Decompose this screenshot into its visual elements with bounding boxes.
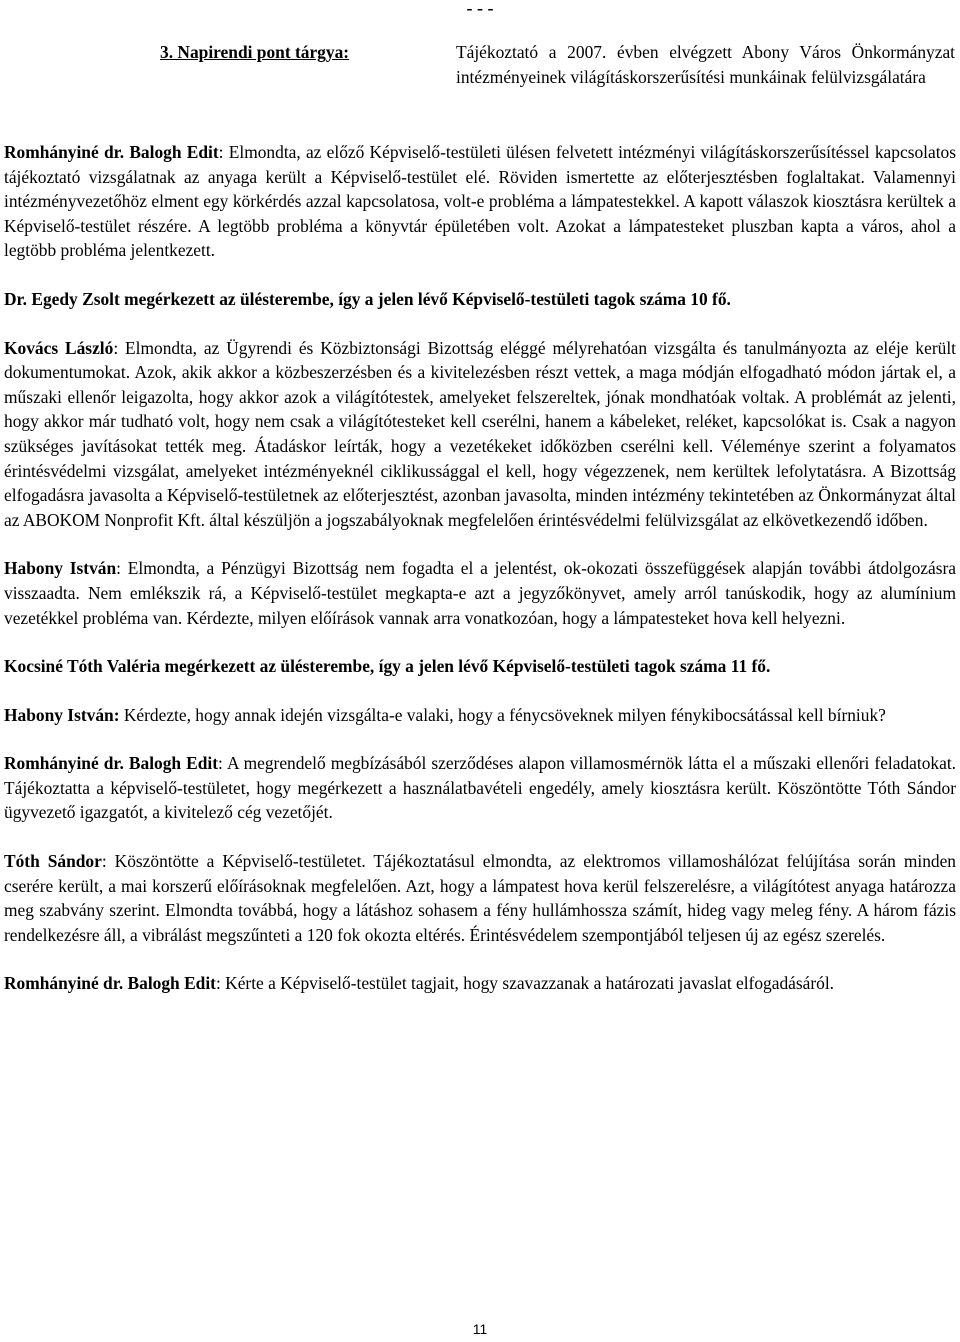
speaker-name: Tóth Sándor <box>4 851 102 872</box>
paragraph-romhanyine-1 <box>4 140 956 263</box>
speech-text: : Köszöntötte a Képviselő-testületet. Tájékoztatásul elmondta, az elektromos villamoshálózat felújítása során minden cserére került, a mai korszerű előírásoknak megfelelően. Azt, hogy a lámpatest hova kerül felszerelésre, a világítótest anyaga határozza meg szabvány szerint. Elmondta továbbá, hogy a látáshoz sohasem a fény hullámhossza számít, hideg vagy meleg fény. A három fázis rendelkezésre áll, a vibrálást megszűnteti a 120 fok okozta eltérés. Érintésvédelem szempontjából teljesen új az egész szerelés. <box>4 851 956 945</box>
paragraph-romhanyine-3 <box>4 971 956 996</box>
agenda-item <box>160 40 955 89</box>
attendance-note-kocsine <box>4 654 956 679</box>
speech-text: : A megrendelő megbízásából szerződéses alapon villamosmérnök látta el a műszaki ellenőri feladatokat. Tájékoztatta a képviselő-testületet, hogy megérkezett a használatbavételi engedély, amely kiosztásra került. Köszöntötte Tóth Sándor ügyvezető igazgatót, a kivitelező cég vezetőjét. <box>4 753 957 823</box>
speech-text: : Elmondta, az Ügyrendi és Közbiztonsági Bizottság eléggé mélyrehatóan vizsgálta és tanulmányozta az eléje került dokumentumokat. Azok, akik akkor a közbeszerzésben és a kivitelezésben részt vettek, a maga módján elfogadható módon jártak el, a műszaki ellenőr leigazolta, hogy akkor azok a világítótestek, amelyeket felszereltek, jónak mondhatóak voltak. A problémát az jelenti, hogy akkor már tudható volt, hogy nem csak a világítótesteket kell cserélni, hanem a kábeleket, reléket, kapcsolókat is. Csak a nagyon szükséges javításokat tették meg. Átadáskor leírták, hogy a vezetékeket időközben cserélni kell. Véleménye szerint a folyamatos érintésvédelmi vizsgálat, amelyeket intézményeknél ciklikussággal el kell, hogy végezzenek, nem kerültek lefolytatásra. A Bizottság elfogadásra javasolta a Képviselő-testületnek az előterjesztést, azonban javasolta, minden intézmény tekintetében az Önkormányzat által az ABOKOM Nonprofit Kft. által készüljön a jogszabályoknak megfelelően érintésvédelmi felülvizsgálat az elkövetkezendő időben. <box>4 337 956 530</box>
paragraph-habony-2 <box>4 703 956 728</box>
paragraph-kovacs <box>4 336 956 533</box>
speaker-name: Romhányiné dr. Balogh Edit <box>4 753 219 774</box>
speaker-name: Romhányiné dr. Balogh Edit <box>4 142 219 162</box>
speaker-name: Habony István <box>4 558 117 579</box>
speaker-name: Romhányiné dr. Balogh Edit <box>4 973 216 994</box>
paragraph-romhanyine-2 <box>4 751 956 825</box>
paragraph-habony-1 <box>4 556 956 630</box>
speech-text: : Elmondta, a Pénzügyi Bizottság nem fogadta el a jelentést, ok-okozati összefüggések alapján további átdolgozásra visszaadta. Nem emlékszik rá, a Képviselő-testület megkapta-e azt a jegyzőkönyvet, amely arról tanúskodik, hogy az alumínium vezetékkel probléma van. Kérdezte, milyen előírások vannak arra vonatkozóan, hogy a lámpatesteket hova kell helyezni. <box>4 558 956 628</box>
paragraph-toth <box>4 849 956 947</box>
speech-text: : Kérte a Képviselő-testület tagjait, hogy szavazzanak a határozati javaslat elfogadásáról. <box>215 973 835 994</box>
attendance-note-text: Kocsiné Tóth Valéria megérkezett az ülésterembe, így a jelen lévő Képviselő-testületi tagok száma 11 fő. <box>4 656 771 677</box>
speaker-name: Kovács László <box>4 337 114 358</box>
page-marker: - - - <box>466 0 494 18</box>
speaker-name: Habony István: <box>4 704 120 725</box>
attendance-note-egedy <box>4 287 956 312</box>
speech-text: Kérdezte, hogy annak idején vizsgálta-e valaki, hogy a fénycsöveknek milyen fénykibocsátással kell bírniuk? <box>119 704 886 725</box>
minutes-body <box>4 140 956 996</box>
speech-text: : Elmondta, az előző Képviselő-testületi ülésen felvetett intézményi világításkorszerűsítéssel kapcsolatos tájékoztató vizsgálatnak az anyaga került a Képviselő-testület elé. Röviden ismertette az előterjesztésben foglaltakat. Valamennyi intézményvezetőhöz elment egy körkérdés azzal kapcsolatosa, volt-e probléma a lámpatestekkel. A kapott válaszok kiosztásra kerültek a Képviselő-testület részére. A legtöbb probléma a könyvtár épületében volt. Azokat a lámpatesteket pluszban kapta a város, ahol a legtöbb probléma jelentkezett. <box>4 142 956 261</box>
page-number: 11 <box>472 1321 488 1337</box>
attendance-note-text: Dr. Egedy Zsolt megérkezett az ülésterembe, így a jelen lévő Képviselő-testületi tagok száma 10 fő. <box>4 288 731 309</box>
agenda-subject: Tájékoztató a 2007. évben elvégzett Abony Város Önkormányzat intézményeinek világításkorszerűsítési munkáinak felülvizsgálatára <box>456 42 955 87</box>
agenda-heading: 3. Napirendi pont tárgya: <box>160 42 350 62</box>
